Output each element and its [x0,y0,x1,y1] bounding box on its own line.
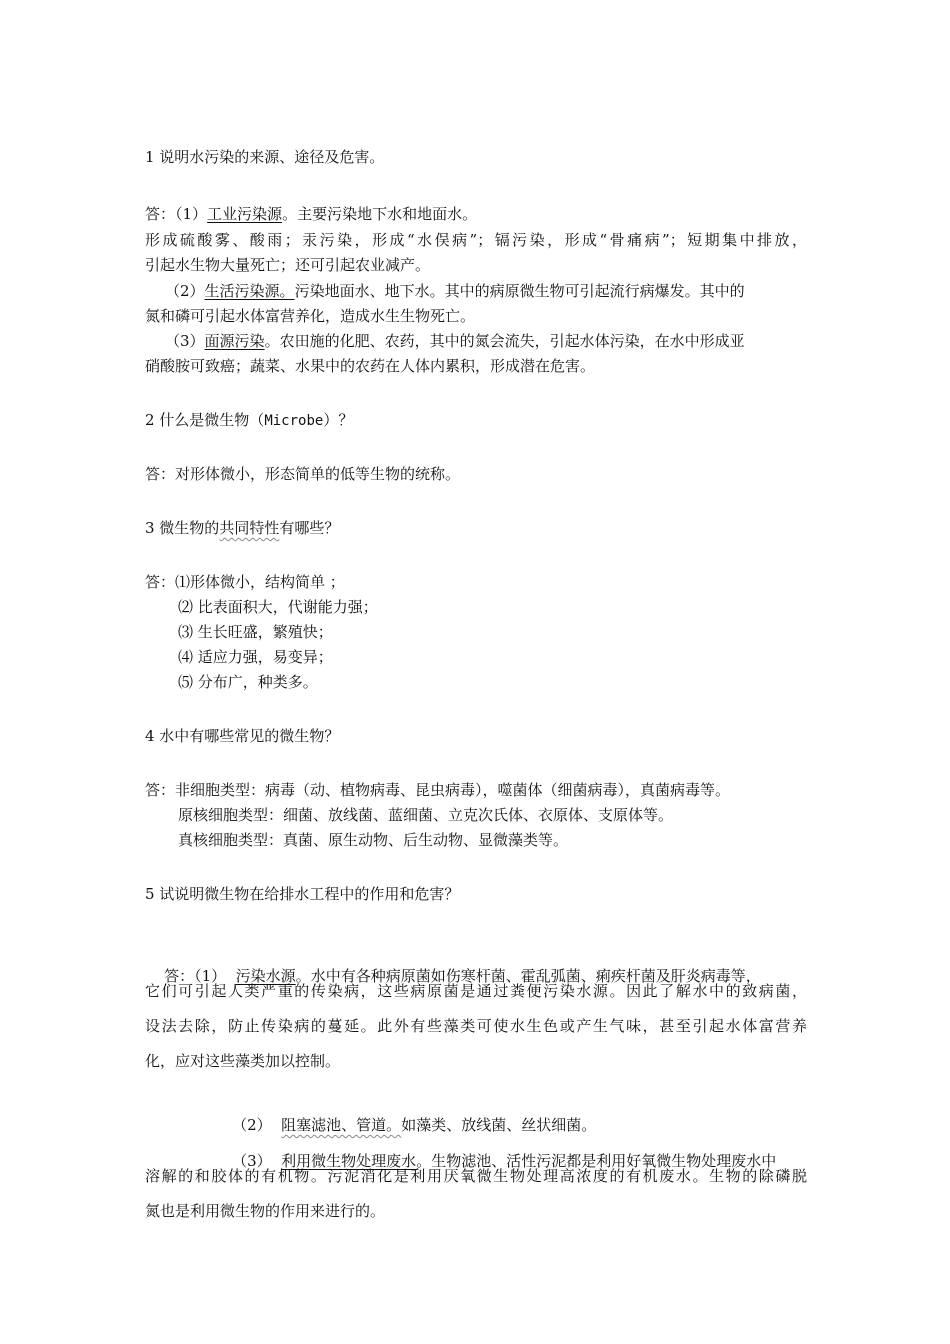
q5-answer-3-line-3: 氮也是利用微生物的作用来进行的。 [145,1202,386,1220]
q5-answer-3-prefix: （3） [232,1152,282,1170]
question-3-suffix: 有哪些？ [279,519,340,537]
q1-answer-3-line [165,331,745,351]
q1-term-industrial: 工业污染源 [207,205,283,223]
q5-answer-3-line-2: 溶解的和胶体的有机物。污泥消化是利用厌氧微生物处理高浓度的有机废水。生物的除磷脱 [145,1167,807,1185]
q1-answer-2-text: 污染地面水、地下水。其中的病原微生物可引起流行病爆发。其中的 [294,282,745,300]
question-4: 4 水中有哪些常见的微生物？ [145,727,340,745]
q5-term-wastewater-treatment: 利用微生物处理废水 [281,1152,417,1170]
q1-answer-2-prefix: （2） [165,282,205,300]
q1-answer-1-text: 。主要污染地下水和地面水。 [282,205,478,223]
q5-answer-1-line-2: 它们可引起人类严重的传染病，这些病原菌是通过粪便污染水源。因此了解水中的致病菌， [145,982,807,1000]
q1-answer-2-line [165,281,745,301]
q3-answer-item-4: ⑷ 适应力强，易变异； [178,648,333,666]
question-1: 1 说明水污染的来源、途径及危害。 [145,148,385,166]
q1-answer-1-prefix: 答：（1） [145,205,208,223]
q1-answer-2-line-2: 氮和磷可引起水体富营养化，造成水生生物死亡。 [145,307,476,325]
q5-term-pollute-water: 污染水源 [235,967,296,985]
q5-answer-1-prefix: 答：（1） [164,967,236,985]
q1-answer-1-line-3: 引起水生物大量死亡；还可引起农业减产。 [145,256,431,274]
q5-answer-1-line-4: 化，应对这些藻类加以控制。 [145,1052,341,1070]
q1-answer-1-line [145,204,477,224]
q4-answer-item-2: 原核细胞类型：细菌、放线菌、蓝细菌、立克次氏体、衣原体、支原体等。 [178,806,674,824]
q1-term-nonpoint: 面源污染 [204,332,265,350]
q4-answer-item-1: 答：非细胞类型：病毒（动、植物病毒、昆虫病毒），噬菌体（细菌病毒），真菌病毒等。 [145,781,731,799]
question-3 [145,518,339,538]
q5-answer-2-text: 如藻类、放线菌、丝状细菌。 [401,1116,597,1134]
q1-term-domestic: 生活污染源。 [204,282,295,300]
q1-answer-3-line-2: 硝酸胺可致癌；蔬菜、水果中的农药在人体内累积，形成潜在危害。 [145,357,596,375]
question-5: 5 试说明微生物在给排水工程中的作用和危害？ [145,885,460,903]
q3-answer-item-1: 答：⑴形体微小，结构简单 ； [145,573,345,591]
q3-answer-item-3: ⑶ 生长旺盛，繁殖快； [178,623,333,641]
q1-answer-3-prefix: （3） [165,332,205,350]
q3-answer-item-5: ⑸ 分布广，种类多。 [178,673,318,691]
q1-answer-3-text: 。农田施的化肥、农药，其中的氮会流失，引起水体污染，在水中形成亚 [264,332,745,350]
q5-answer-3-text: 。生物滤池、活性污泥都是利用好氧微生物处理废水中 [416,1152,777,1170]
question-2 [145,410,353,431]
q5-answer-1-line-3: 设法去除，防止传染病的蔓延。此外有些藻类可使水生色或产生气味，甚至引起水体富营养 [145,1017,807,1035]
q4-answer-item-3: 真核细胞类型：真菌、原生动物、后生动物、显微藻类等。 [178,831,569,849]
answer-2: 答：对形体微小，形态简单的低等生物的统称。 [145,465,461,483]
q5-answer-1-text: 。水中有各种病原菌如伤寒杆菌、霍乱弧菌、痢疾杆菌及肝炎病毒等， [295,967,761,985]
q1-answer-1-line-2: 形成硫酸雾、酸雨；汞污染，形成“水俣病”；镉污染，形成“骨痛病”；短期集中排放， [145,231,807,249]
q3-answer-item-2: ⑵ 比表面积大，代谢能力强； [178,598,378,616]
question-2-prefix: 2 什么是微生物（ [145,411,265,429]
question-2-suffix: ）？ [323,411,354,429]
q5-term-clogging: 阻塞滤池、管道。 [281,1116,402,1134]
question-3-term: 共同特性 [219,519,280,537]
question-2-english: Microbe [264,413,324,429]
question-3-prefix: 3 微生物的 [145,519,220,537]
q5-answer-2-prefix: （2） [232,1116,282,1134]
